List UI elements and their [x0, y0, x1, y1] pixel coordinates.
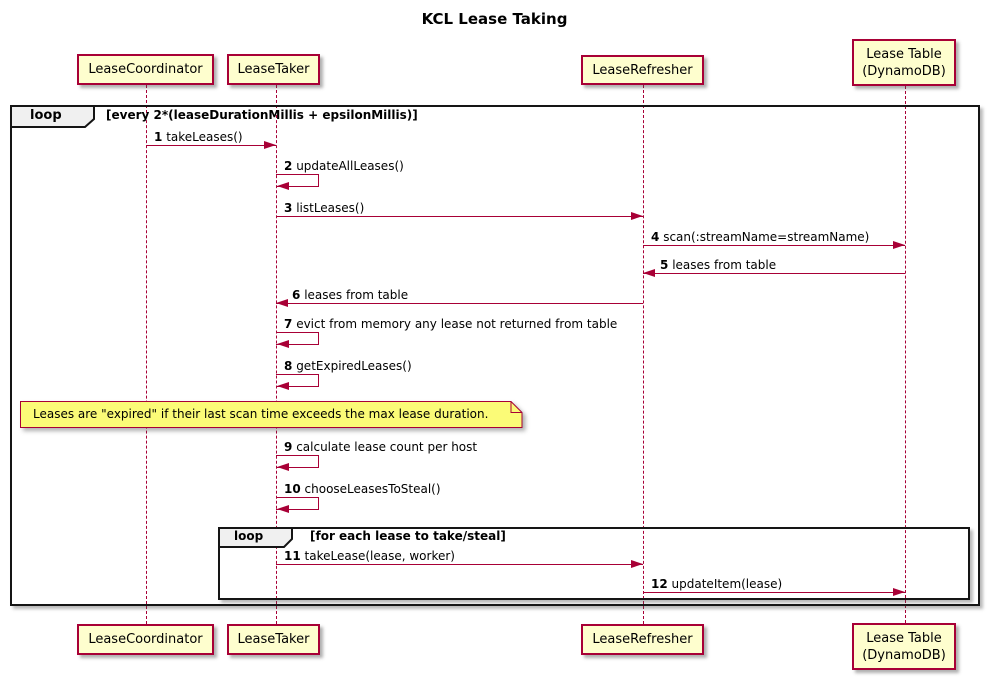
message-5-line [643, 273, 905, 274]
message-number: 11 [284, 549, 301, 563]
participant-sublabel: (DynamoDB) [862, 63, 946, 79]
message-7-arrowhead [277, 340, 289, 348]
message-number: 12 [651, 577, 668, 591]
participant-leasetaker-bottom [227, 624, 320, 655]
message-number: 2 [284, 159, 293, 173]
participant-label: LeaseCoordinator [88, 632, 203, 647]
participant-label: LeaseCoordinator [88, 62, 203, 77]
message-1-arrowhead [264, 141, 276, 149]
message-2-arrowhead [277, 182, 289, 190]
message-11-label [284, 549, 455, 563]
message-number: 8 [284, 359, 293, 373]
message-9-arrowhead [277, 463, 289, 471]
message-4-label [651, 230, 869, 244]
message-text: leases from table [672, 258, 777, 272]
message-text: takeLeases() [166, 130, 243, 144]
message-4-line [643, 245, 905, 246]
message-number: 3 [284, 201, 293, 215]
message-number: 1 [154, 130, 163, 144]
message-text: chooseLeasesToSteal() [304, 482, 441, 496]
participant-leasecoordinator-top [77, 54, 214, 85]
message-3-arrowhead [631, 212, 643, 220]
message-8-label [284, 359, 412, 373]
message-3-line [276, 216, 643, 217]
outer-loop-guard: [every 2*(leaseDurationMillis + epsilonMillis)] [106, 108, 418, 122]
message-number: 6 [292, 288, 301, 302]
inner-loop-guard: [for each lease to take/steal] [310, 529, 506, 543]
message-6-label [292, 288, 408, 302]
message-12-arrowhead [893, 588, 905, 596]
participant-leasetaker-top [227, 54, 320, 85]
message-number: 9 [284, 440, 293, 454]
message-text: updateItem(lease) [671, 577, 783, 591]
message-text: calculate lease count per host [296, 440, 478, 454]
participant-sublabel: (DynamoDB) [862, 647, 946, 663]
message-2-label [284, 159, 404, 173]
message-9-label [284, 440, 477, 454]
message-3-label [284, 201, 364, 215]
message-6-arrowhead [276, 299, 288, 307]
participant-label: LeaseTaker [237, 62, 310, 77]
message-text: leases from table [304, 288, 409, 302]
message-text: updateAllLeases() [296, 159, 404, 173]
message-1-line [146, 145, 276, 146]
participant-label: LeaseRefresher [592, 62, 693, 78]
message-11-line [276, 564, 643, 565]
message-12-label [651, 577, 782, 591]
participant-leasetable-bottom [852, 623, 956, 670]
message-10-label [284, 482, 441, 496]
message-text: listLeases() [296, 201, 365, 215]
message-text: scan(:streamName=streamName) [663, 230, 870, 244]
message-6-line [276, 303, 643, 304]
message-11-arrowhead [631, 560, 643, 568]
message-10-arrowhead [277, 505, 289, 513]
message-5-arrowhead [643, 269, 655, 277]
message-5-label [660, 258, 776, 272]
message-12-line [643, 592, 905, 593]
message-number: 7 [284, 317, 293, 331]
message-7-label [284, 317, 617, 331]
participant-leasecoordinator-bottom [77, 624, 214, 655]
message-number: 4 [651, 230, 660, 244]
message-8-arrowhead [277, 382, 289, 390]
participant-leaserefresher-top [581, 55, 704, 85]
message-text: getExpiredLeases() [296, 359, 412, 373]
outer-loop-operator: loop [30, 108, 62, 123]
message-text: evict from memory any lease not returned from table [296, 317, 618, 331]
inner-loop-operator: loop [234, 529, 264, 543]
participant-leasetable-top [852, 39, 956, 86]
participant-label: Lease Table [866, 46, 942, 62]
diagram-title: KCL Lease Taking [421, 10, 568, 28]
message-text: takeLease(lease, worker) [304, 549, 455, 563]
participant-label: LeaseRefresher [592, 632, 693, 647]
participant-label: LeaseTaker [237, 632, 310, 647]
participant-label: Lease Table [866, 630, 942, 646]
message-number: 10 [284, 482, 301, 496]
message-number: 5 [660, 258, 669, 272]
participant-leaserefresher-bottom [581, 624, 704, 655]
message-1-label [154, 130, 243, 144]
message-4-arrowhead [893, 241, 905, 249]
note-text: Leases are "expired" if their last scan time exceeds the max lease duration. [33, 407, 489, 421]
